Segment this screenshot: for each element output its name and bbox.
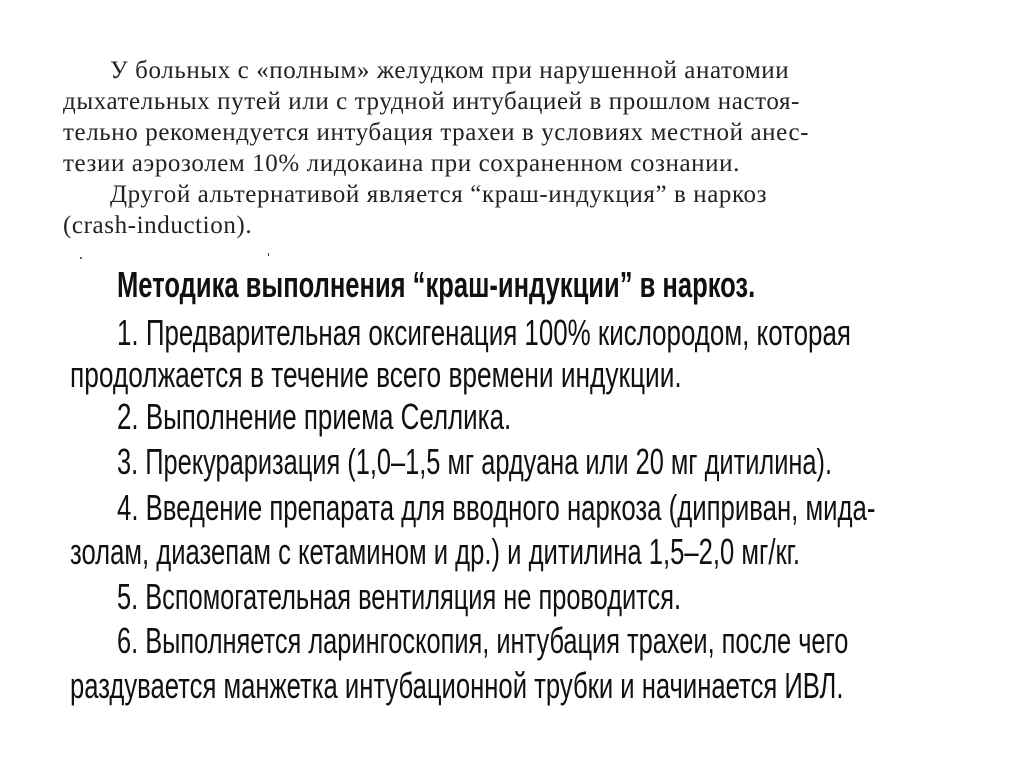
step-1-line-2: продолжается в течение всего времени индукции. [70,354,682,395]
step-2: 2. Выполнение приема Селлика. [117,396,512,437]
paragraph1-line-2: дыхательных путей или с трудной интубацией в прошлом настоя- [63,88,800,115]
paragraph2-line-2: (crash-induction). [63,212,253,239]
paragraph1-line-4: тезии аэрозолем 10% лидокаина при сохраненном сознании. [63,150,740,177]
step-6-line-2: раздувается манжетка интубационной трубки и начинается ИВЛ. [70,665,844,706]
step-5: 5. Вспомогательная вентиляция не проводится. [117,576,681,617]
scan-speck [80,257,82,259]
method-heading: Методика выполнения “краш-индукции” в наркоз. [117,264,756,305]
step-6-line-1: 6. Выполняется ларингоскопия, интубация трахеи, после чего [117,620,849,661]
paragraph1-line-3: тельно рекомендуется интубация трахеи в условиях местной анес- [63,119,810,146]
paragraph2-line-1: Другой альтернативой является “краш-индукция” в наркоз [110,181,768,208]
step-1-line-1: 1. Предварительная оксигенация 100% кислородом, которая [117,312,851,353]
paragraph1-line-1: У больных с «полным» желудком при нарушенной анатомии [110,57,790,84]
step-3: 3. Прекураризация (1,0–1,5 мг ардуана или 20 мг дитилина). [117,441,833,482]
scan-speck [268,253,269,256]
step-4-line-2: золам, диазепам с кетамином и др.) и дитилина 1,5–2,0 мг/кг. [70,531,801,572]
step-4-line-1: 4. Введение препарата для вводного наркоза (диприван, мида- [117,487,876,528]
